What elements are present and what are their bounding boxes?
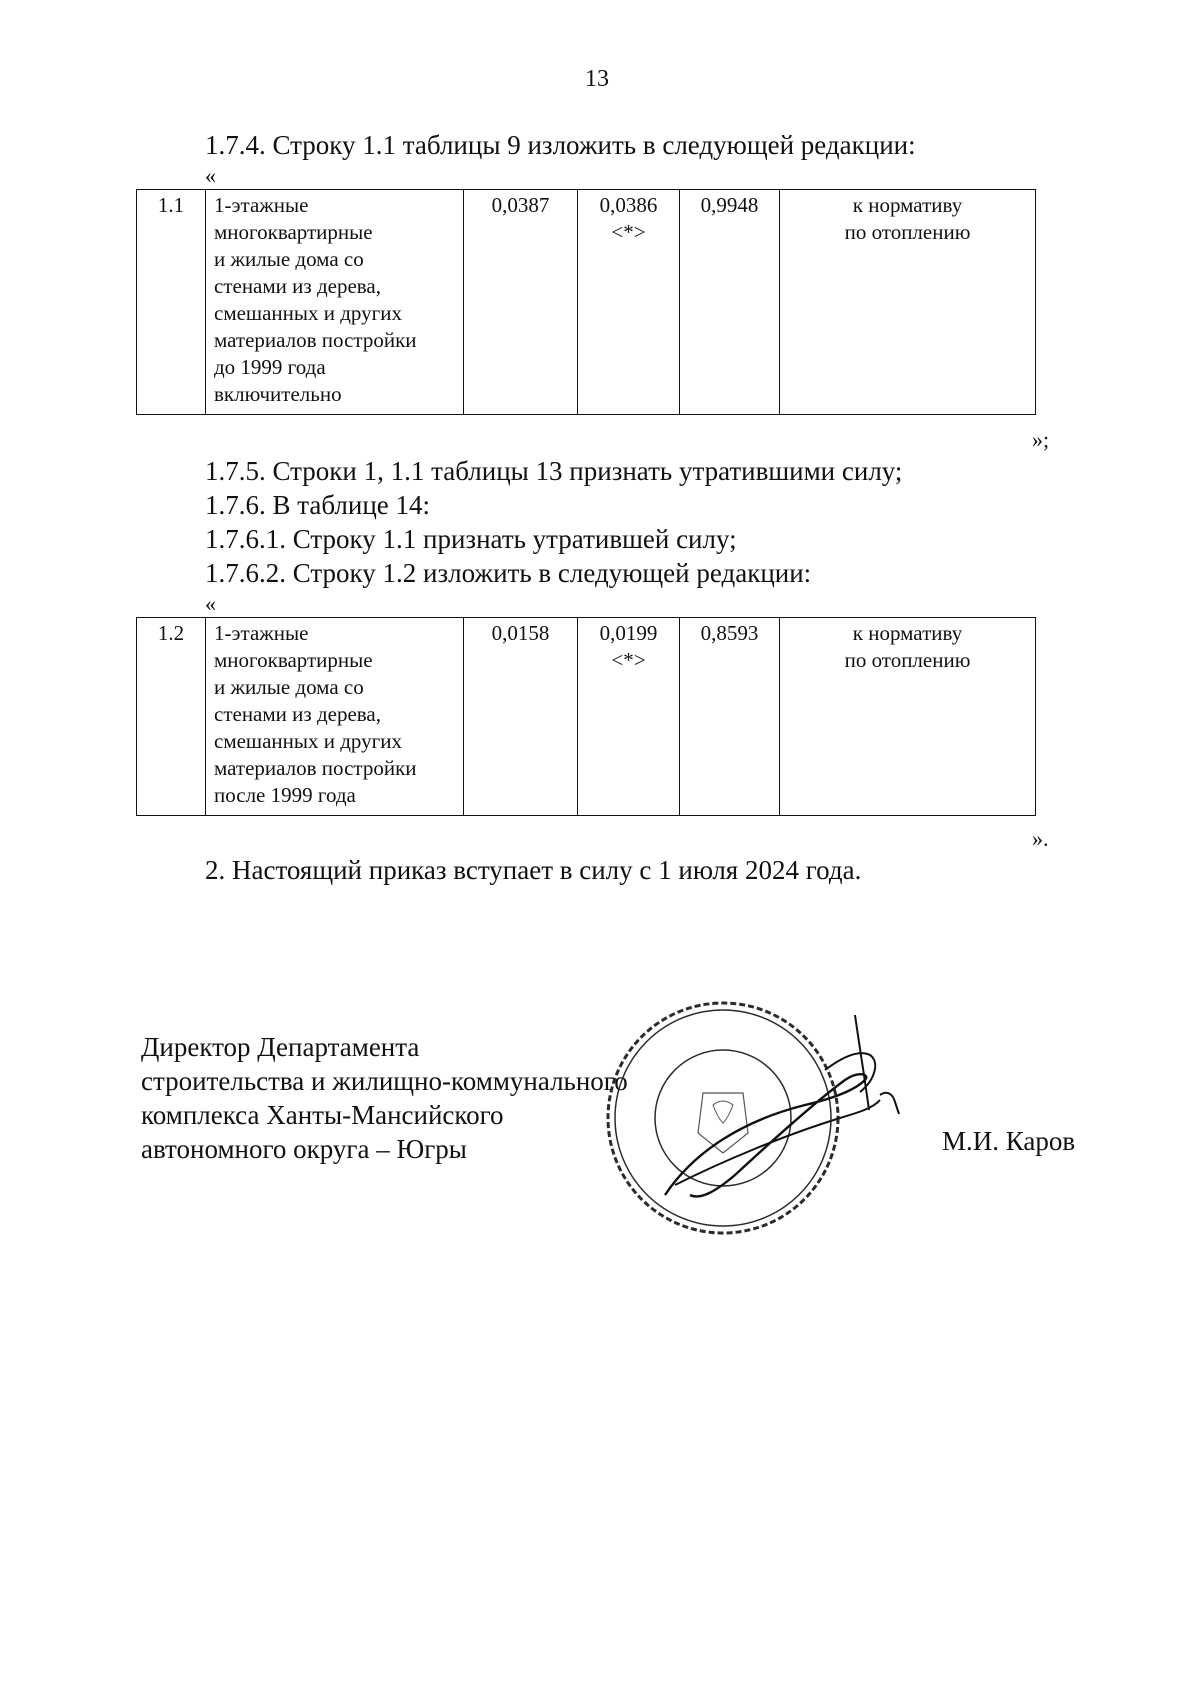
row-number-cell: 1.1: [137, 190, 206, 415]
description-line: и жилые дома со: [214, 675, 364, 699]
note-line: по отоплению: [844, 648, 971, 672]
description-line: стенами из дерева,: [214, 702, 381, 726]
value-cell-2: [578, 190, 680, 415]
description-line: материалов постройки: [214, 328, 417, 352]
paragraph-1-7-6: 1.7.6. В таблице 14:: [205, 490, 431, 520]
table-9-row-1-1: [136, 189, 1036, 415]
paragraph-1-7-4: 1.7.4. Строку 1.1 таблицы 9 изложить в следующей редакции:: [205, 130, 916, 160]
value-cell-3: 0,9948: [680, 190, 780, 415]
footnote-marker: <*>: [611, 220, 646, 244]
value-cell-2: [578, 618, 680, 816]
description-line: смешанных и других: [214, 301, 403, 325]
description-line: после 1999 года: [214, 783, 356, 807]
row-description-cell: [206, 618, 464, 816]
description-line: стенами из дерева,: [214, 274, 381, 298]
note-line: к нормативу: [852, 193, 963, 217]
opening-quote: «: [205, 163, 216, 188]
value-line: 0,0199: [599, 621, 658, 645]
note-line: к нормативу: [852, 621, 963, 645]
signatory-position: [141, 1030, 628, 1166]
position-line: строительства и жилищно-коммунального: [141, 1066, 628, 1096]
position-line: автономного округа – Югры: [141, 1134, 467, 1164]
paragraph-1-7-6-2: 1.7.6.2. Строку 1.2 изложить в следующей редакции:: [205, 558, 812, 588]
table-14-row-1-2: [136, 617, 1036, 816]
table-row: [137, 190, 1036, 415]
position-line: Директор Департамента: [141, 1032, 420, 1062]
note-cell: [780, 190, 1036, 415]
signer-name: М.И. Каров: [942, 1126, 1076, 1156]
closing-quote: »;: [1032, 427, 1050, 452]
row-description-cell: [206, 190, 464, 415]
row-number-cell: 1.2: [137, 618, 206, 816]
description-line: многоквартирные: [214, 648, 373, 672]
description-line: до 1999 года: [214, 355, 326, 379]
paragraph-2: 2. Настоящий приказ вступает в силу с 1 июля 2024 года.: [205, 855, 862, 885]
opening-quote: «: [205, 591, 216, 616]
description-line: 1-этажные: [214, 193, 309, 217]
closing-quote: ».: [1032, 826, 1049, 851]
note-line: по отоплению: [844, 220, 971, 244]
paragraph-1-7-5: 1.7.5. Строки 1, 1.1 таблицы 13 признать утратившими силу;: [205, 456, 903, 486]
page-number: 13: [585, 66, 609, 92]
position-line: комплекса Ханты-Мансийского: [141, 1100, 504, 1130]
value-cell-1: 0,0387: [464, 190, 578, 415]
description-line: материалов постройки: [214, 756, 417, 780]
description-line: и жилые дома со: [214, 247, 364, 271]
value-cell-3: 0,8593: [680, 618, 780, 816]
handwritten-signature: [655, 1010, 935, 1210]
footnote-marker: <*>: [611, 648, 646, 672]
description-line: включительно: [214, 382, 342, 406]
value-cell-1: 0,0158: [464, 618, 578, 816]
description-line: 1-этажные: [214, 621, 309, 645]
value-line: 0,0386: [599, 193, 658, 217]
table-row: [137, 618, 1036, 816]
description-line: многоквартирные: [214, 220, 373, 244]
note-cell: [780, 618, 1036, 816]
description-line: смешанных и других: [214, 729, 403, 753]
paragraph-1-7-6-1: 1.7.6.1. Строку 1.1 признать утратившей силу;: [205, 524, 737, 554]
